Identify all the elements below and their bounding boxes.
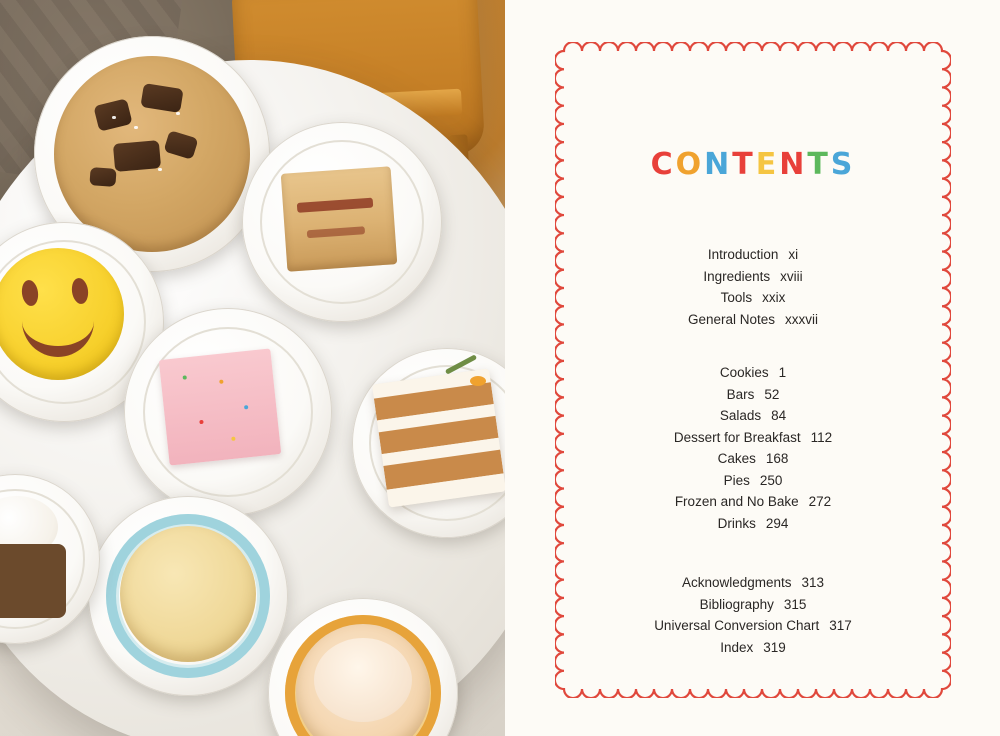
chocolate-chunk [89,167,116,187]
cookie-eye [70,277,89,305]
toc-entry-label: Pies [723,472,750,488]
toc-entry-page: xi [788,247,799,262]
toc-entry-label: Ingredients [703,268,771,284]
flaky-salt [134,126,138,129]
toc-entry[interactable] [555,309,951,331]
toc-entry-page: 315 [783,596,807,612]
toc-entry-label: Bibliography [699,596,774,612]
oatmeal-chocolate-chunk-cookie [54,56,250,252]
toc-entry[interactable] [555,448,951,470]
sprinkle [199,420,203,424]
title-letter: C [650,147,676,182]
toc-entry-label: Salads [719,408,762,423]
cupcake-frosting [314,638,412,722]
title-letter: S [830,147,856,182]
toc-entry-label: Cakes [717,451,756,466]
toc-entry[interactable] [555,287,951,309]
toc-entry-page: 317 [829,618,852,633]
toc-entry[interactable] [555,470,951,492]
sprinkle [183,375,187,379]
toc-entry[interactable] [555,637,951,659]
sprinkle [231,437,235,441]
toc-entry-page: 84 [771,408,787,423]
toc-entry[interactable] [555,513,951,535]
page-title [651,147,856,182]
front-matter-list [555,244,951,330]
blue-rimmed-plate [88,496,288,696]
sugar-cookie [120,526,256,662]
toc-entry-page: 1 [778,365,787,380]
flaky-salt [158,168,162,171]
toc-entry-page: 319 [763,639,786,655]
toc-entry-label: Tools [720,290,753,305]
cookie-smile [22,310,94,357]
cookie-eye [20,279,39,307]
toc-entry-page: xxix [762,290,786,305]
toc-entry[interactable] [555,362,951,384]
toc-entry-label: Universal Conversion Chart [654,618,820,633]
white-plate-pink-bar [124,308,332,516]
toc-entry-label: Drinks [717,515,756,531]
chocolate-chunk [163,130,198,160]
chocolate-dessert [0,544,66,618]
toc-entry[interactable] [555,266,951,288]
toc-entry[interactable] [555,615,951,637]
toc-entry-page: 250 [759,472,783,488]
toc-entry-page: 112 [810,429,833,445]
toc-entry-page: 168 [765,451,789,466]
jam-layer [307,226,365,238]
toc-entry[interactable] [555,405,951,427]
toc-entry[interactable] [555,491,951,513]
sprinkle [244,405,248,409]
flaky-salt [176,112,180,115]
toc-entry-label: General Notes [687,311,776,327]
toc-entry-page: 272 [808,494,832,509]
pink-frosted-bar-with-sprinkles [159,348,281,465]
toc-entry-label: Cookies [719,365,769,380]
carrot-cake-slice [372,368,505,507]
sprinkle [219,380,223,384]
toc-entry-label: Frozen and No Bake [674,494,799,509]
toc-entry-page: 52 [764,386,780,402]
contents-page [505,0,1000,736]
chocolate-chunk [140,83,183,113]
toc-entry[interactable] [555,384,951,406]
orange-garnish [470,376,486,386]
toc-entry-label: Dessert for Breakfast [673,429,801,445]
title-letter: O [675,147,705,182]
back-matter-list [555,572,951,658]
toc-entry[interactable] [555,427,951,449]
toc-entry-label: Introduction [707,247,779,262]
title-letter: T [807,147,831,182]
flaky-salt [112,116,116,119]
crumb-bar [281,166,398,271]
toc-entry-label: Acknowledgments [681,575,792,590]
toc-entry[interactable] [555,572,951,594]
toc-entry-label: Bars [726,386,755,402]
chapter-list [555,362,951,534]
chocolate-chunk [113,140,161,172]
chocolate-chunk [93,98,132,131]
title-letter: N [704,147,733,182]
toc-entry-page: xviii [780,268,803,284]
toc-entry-page: 313 [801,575,825,590]
title-letter: E [755,147,780,182]
toc-entry[interactable] [555,244,951,266]
title-letter: N [779,147,808,182]
title-letter: T [732,147,756,182]
toc-entry-page: 294 [765,515,789,531]
white-plate-crumb-bar [242,122,442,322]
toc-entry[interactable] [555,594,951,616]
toc-entry-page: xxxvii [785,311,819,327]
toc-entry-label: Index [720,639,754,655]
jam-layer [297,198,374,213]
